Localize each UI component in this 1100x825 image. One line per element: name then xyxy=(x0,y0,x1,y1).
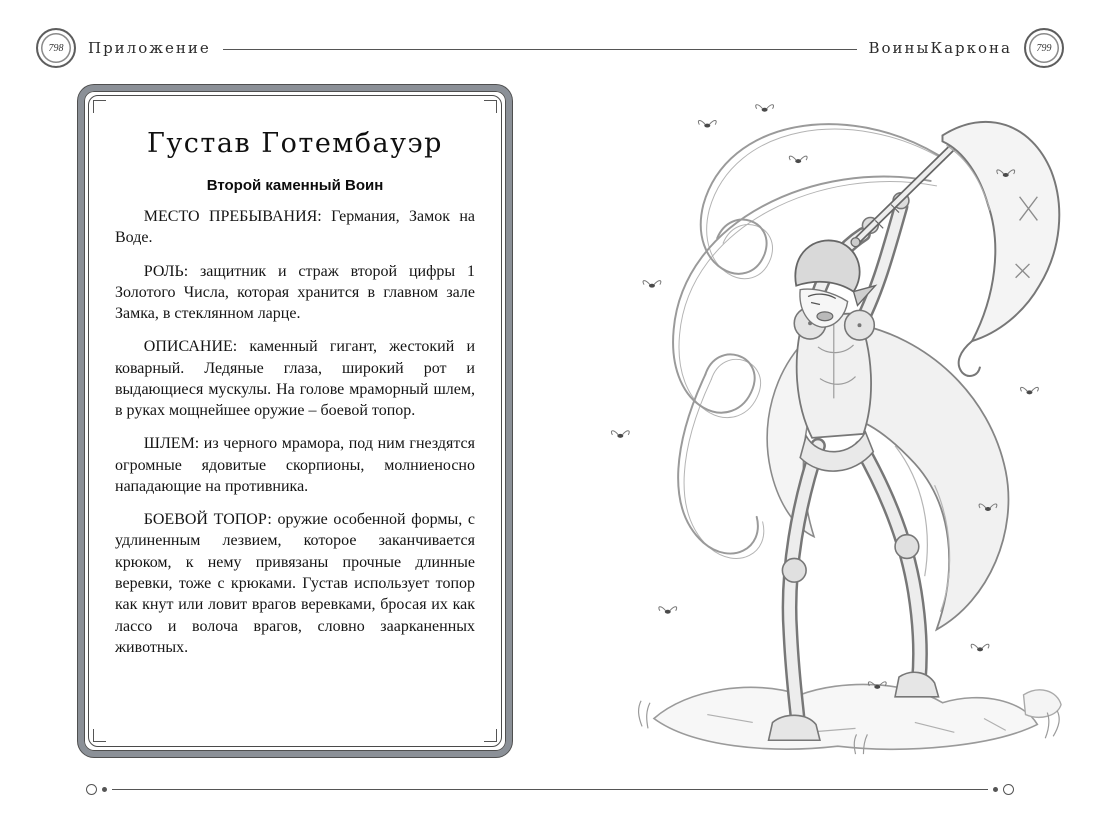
warrior-sketch-svg xyxy=(552,90,1080,762)
footer-dot-ornament xyxy=(993,787,998,792)
left-page-number: 798 xyxy=(48,42,64,54)
left-page-number-ornament xyxy=(36,28,76,68)
right-section-title: ВоиныКаркона xyxy=(868,39,1012,57)
paragraph-battle-axe: БОЕВОЙ ТОПОР: оружие особенной формы, с удлиненным лезвием, которое заканчивается крюком, к нему привязаны прочные длинные веревки, тоже с крюками. Густав использует топор как кнут или ловит врагов веревками, бросая их как лассо и волоча врагов, словно заарканенных животных. xyxy=(115,511,475,656)
paragraph-description: ОПИСАНИЕ: каменный гигант, жестокий и коварный. Ледяные глаза, широкий рот и выдающиеся мускулы. На голове мраморный шлем, в руках мощнейшее оружие – боевой топор. xyxy=(115,338,475,420)
footer-dot-ornament xyxy=(102,787,107,792)
left-section-title: Приложение xyxy=(88,39,211,57)
footer-circle-ornament xyxy=(1003,784,1014,795)
header-rule xyxy=(223,49,857,50)
right-page-number: 799 xyxy=(1036,42,1052,54)
footer-rule xyxy=(112,789,988,790)
right-page-number-ornament xyxy=(1024,28,1064,68)
frame-corner-ornament xyxy=(93,729,106,742)
page-header xyxy=(36,28,1064,68)
frame-corner-ornament xyxy=(484,100,497,113)
frame-corner-ornament xyxy=(484,729,497,742)
paragraph-location: МЕСТО ПРЕБЫВАНИЯ: Германия, Замок на Воде. xyxy=(115,208,475,247)
character-name: Густав Готембауэр xyxy=(147,128,443,159)
character-card-frame xyxy=(78,85,512,757)
character-epithet: Второй каменный Воин xyxy=(206,177,384,194)
page-footer xyxy=(86,784,1014,795)
axe-hook xyxy=(959,341,980,376)
paragraph-helmet: ШЛЕМ: из черного мрамора, под ним гнездятся огромные ядовитые скорпионы, молниеносно нападающие на противника. xyxy=(115,435,475,495)
rocks-ground xyxy=(639,684,1062,754)
warrior-illustration xyxy=(552,90,1080,762)
paragraph-role: РОЛЬ: защитник и страж второй цифры 1 Золотого Числа, которая хранится в главном зале Замка, в стеклянном ларце. xyxy=(115,262,475,323)
character-card xyxy=(88,95,502,747)
frame-corner-ornament xyxy=(93,100,106,113)
footer-circle-ornament xyxy=(86,784,97,795)
